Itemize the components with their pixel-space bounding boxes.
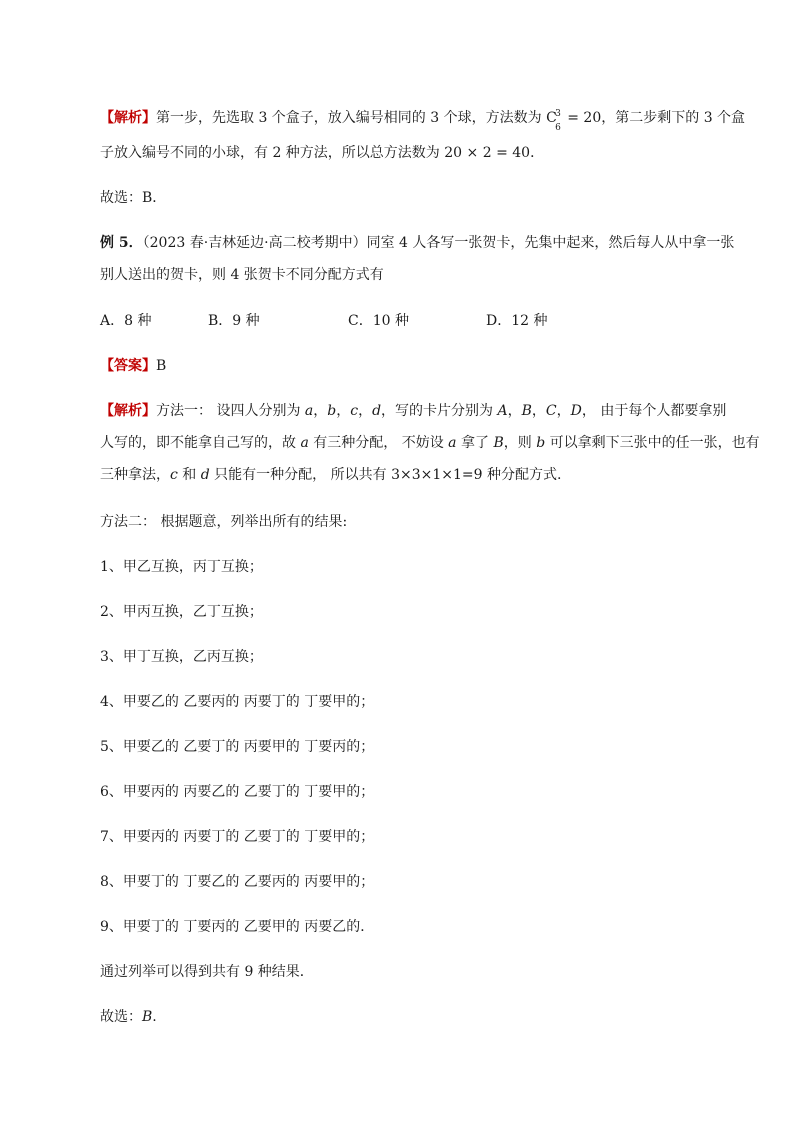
enumeration-item: 8、甲要丁的 丁要乙的 乙要丙的 丙要甲的； <box>100 874 375 890</box>
solution-2-line-3: 三种拿法，c 和 d 只能有一种分配， 所以共有 3×3×1×1=9 种分配方式. <box>100 467 562 483</box>
solution-2-line-1: 【解析】方法一： 设四人分别为 a，b，c，d，写的卡片分别为 A，B，C，D， 由于每个人都要拿别 <box>100 403 727 419</box>
example-5-line-2: 别人送出的贺卡，则 4 张贺卡不同分配方式有 <box>100 267 384 283</box>
example-5-line-1: 例 5．（2023 春·吉林延边·高二校考期中）同室 4 人各写一张贺卡，先集中起来，然后每人从中拿一张 <box>100 235 735 251</box>
enumeration-item: 2、甲丙互换，乙丁互换； <box>100 604 263 620</box>
option-c: C．10 种 <box>348 313 409 329</box>
solution-2-line-2: 人写的，即不能拿自己写的，故 a 有三种分配， 不妨设 a 拿了 B，则 b 可以拿剩下三张中的任一张，也有 <box>100 435 760 451</box>
analysis-tag: 【解析】 <box>100 110 156 126</box>
enumeration-item: 4、甲要乙的 乙要丙的 丙要丁的 丁要甲的； <box>100 694 375 710</box>
option-d: D．12 种 <box>486 313 548 329</box>
solution-line-2: 子放入编号不同的小球，有 2 种方法，所以总方法数为 20 × 2 = 40． <box>100 145 545 161</box>
example-label: 例 5． <box>100 235 143 251</box>
answer-tag: 【答案】 <box>100 358 156 374</box>
solution-line-1: 【解析】第一步，先选取 3 个盒子，放入编号相同的 3 个球，方法数为 C 3 6 = 20，第二步剩下的 3 个盒 <box>100 109 746 133</box>
enumeration-item: 7、甲要丙的 丙要丁的 乙要丁的 丁要甲的； <box>100 829 375 845</box>
enumeration-item: 6、甲要丙的 丙要乙的 乙要丁的 丁要甲的； <box>100 784 375 800</box>
combination-symbol: C 3 6 <box>546 109 561 133</box>
option-b: B．9 种 <box>208 313 260 329</box>
solution-1-answer: 故选：B． <box>100 190 167 206</box>
math-expression: 20 × 2 = 40 <box>444 145 531 161</box>
enumeration-item: 1、甲乙互换，丙丁互换； <box>100 559 263 575</box>
enumeration-item: 9、甲要丁的 丁要丙的 乙要甲的 丙要乙的． <box>100 919 375 935</box>
conclusion-line: 通过列举可以得到共有 9 种结果． <box>100 964 314 980</box>
analysis-tag-2: 【解析】 <box>100 403 156 419</box>
enumeration-item: 5、甲要乙的 乙要丁的 丙要甲的 丁要丙的； <box>100 739 375 755</box>
enumeration-item: 3、甲丁互换，乙丙互换； <box>100 649 263 665</box>
method-two-heading: 方法二： 根据题意，列举出所有的结果: <box>100 514 348 530</box>
answer-line <box>100 356 166 376</box>
final-answer-line: 故选：B. <box>100 1009 157 1025</box>
answer-value: B <box>156 358 167 374</box>
option-a: A．8 种 <box>100 313 152 329</box>
